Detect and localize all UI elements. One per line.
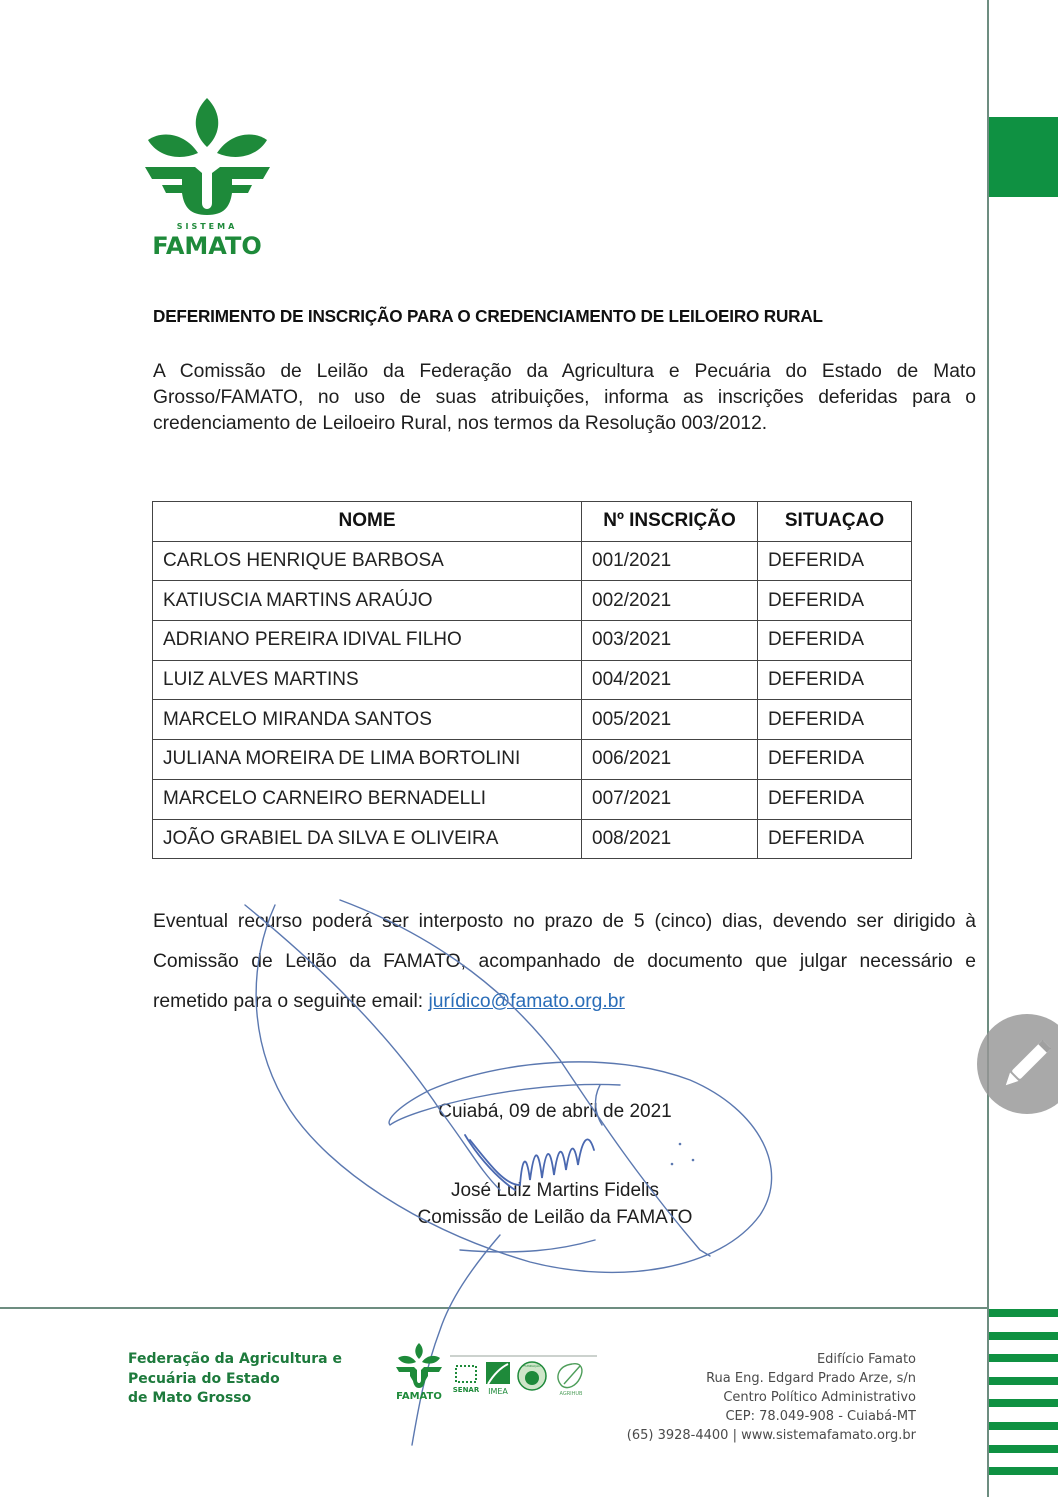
appeal-paragraph <box>153 902 976 1022</box>
cell-inscricao: 003/2021 <box>582 621 758 661</box>
registrations-table <box>152 501 912 859</box>
table-row <box>153 779 912 819</box>
cell-nome: KATIUSCIA MARTINS ARAÚJO <box>153 581 582 621</box>
footer-address-line: Centro Político Administrativo <box>723 1390 916 1405</box>
cell-inscricao: 004/2021 <box>582 660 758 700</box>
cell-inscricao: 002/2021 <box>582 581 758 621</box>
email-link[interactable]: jurídico@famato.org.br <box>428 991 625 1012</box>
table-row <box>153 819 912 859</box>
right-border-line <box>987 0 989 1497</box>
cell-inscricao: 006/2021 <box>582 740 758 780</box>
table-row <box>153 581 912 621</box>
cell-situacao: DEFERIDA <box>758 660 912 700</box>
table-row <box>153 541 912 581</box>
cell-nome: JOÃO GRABIEL DA SILVA E OLIVEIRA <box>153 819 582 859</box>
footer-logo-imea: IMEA <box>488 1387 508 1396</box>
footer-address-line: (65) 3928-4400 | www.sistemafamato.org.br <box>626 1428 916 1443</box>
cell-nome: ADRIANO PEREIRA IDIVAL FILHO <box>153 621 582 661</box>
cell-inscricao: 008/2021 <box>582 819 758 859</box>
footer-logo-fundacao: FUNDAÇÃO <box>523 1364 541 1368</box>
table-row <box>153 700 912 740</box>
cell-inscricao: 001/2021 <box>582 541 758 581</box>
agrihub-logo <box>558 1364 583 1397</box>
cell-inscricao: 007/2021 <box>582 779 758 819</box>
cell-inscricao: 005/2021 <box>582 700 758 740</box>
cell-nome: MARCELO MIRANDA SANTOS <box>153 700 582 740</box>
header-situacao: SITUAÇAO <box>758 502 912 542</box>
footer-divider <box>0 1307 989 1309</box>
cell-situacao: DEFERIDA <box>758 581 912 621</box>
cell-situacao: DEFERIDA <box>758 541 912 581</box>
green-accent-block <box>989 117 1058 197</box>
footer-org-line: Pecuária do Estado <box>128 1370 280 1387</box>
footer-org-line: Federação da Agricultura e <box>128 1351 342 1367</box>
footer-org-line: de Mato Grosso <box>128 1390 252 1406</box>
table-row <box>153 660 912 700</box>
edit-button[interactable] <box>977 1014 1058 1114</box>
table-header-row <box>153 502 912 542</box>
signatory-role: Comissão de Leilão da FAMATO <box>417 1207 693 1228</box>
cell-situacao: DEFERIDA <box>758 700 912 740</box>
signatory-name: José Luiz Martins Fidelis <box>450 1180 660 1201</box>
table-row <box>153 621 912 661</box>
imea-logo <box>486 1362 510 1396</box>
footer-address-line: Edifício Famato <box>816 1352 916 1367</box>
document-title: DEFERIMENTO DE INSCRIÇÃO PARA O CREDENCIAMENTO DE LEILOEIRO RURAL <box>153 306 823 326</box>
place-date: Cuiabá, 09 de abril de 2021 <box>438 1101 672 1122</box>
cell-situacao: DEFERIDA <box>758 779 912 819</box>
cell-nome: JULIANA MOREIRA DE LIMA BORTOLINI <box>153 740 582 780</box>
table-row <box>153 740 912 780</box>
appeal-text: Eventual recurso poderá ser interposto no prazo de 5 (cinco) dias, devendo ser dirigido à Comissão de Leilão da FAMATO, acompanhado de documento que julgar necessário e remetido para o seguinte email: <box>153 911 976 1012</box>
cell-nome: MARCELO CARNEIRO BERNADELLI <box>153 779 582 819</box>
cell-situacao: DEFERIDA <box>758 621 912 661</box>
intro-paragraph: A Comissão de Leilão da Federação da Agricultura e Pecuária do Estado de Mato Grosso/FAMATO, no uso de suas atribuições, informa as inscrições deferidas para o credenciamento de Leiloeiro Rural, nos termos da Resolução 003/2012. <box>153 361 976 434</box>
footer-logo-agrihub: AGRIHUB <box>559 1391 583 1397</box>
header-inscricao: Nº INSCRIÇÃO <box>582 502 758 542</box>
footer-partner-logos <box>392 1340 602 1402</box>
fundacao-logo <box>518 1362 546 1390</box>
footer-logo-famato: FAMATO <box>396 1391 442 1402</box>
green-stripes <box>989 1309 1058 1497</box>
pencil-icon <box>977 1014 1058 1114</box>
footer-address-line: CEP: 78.049-908 - Cuiabá-MT <box>725 1409 916 1424</box>
logo-sistema: SISTEMA <box>176 222 238 231</box>
cell-situacao: DEFERIDA <box>758 740 912 780</box>
senar-logo <box>453 1366 480 1394</box>
header-nome: NOME <box>153 502 582 542</box>
cell-nome: CARLOS HENRIQUE BARBOSA <box>153 541 582 581</box>
footer-logo-senar: SENAR <box>452 1386 480 1394</box>
logo-famato: FAMATO <box>152 232 262 260</box>
footer-address <box>600 1350 916 1445</box>
famato-logo <box>140 95 275 260</box>
footer-address-line: Rua Eng. Edgard Prado Arze, s/n <box>706 1371 916 1386</box>
cell-nome: LUIZ ALVES MARTINS <box>153 660 582 700</box>
cell-situacao: DEFERIDA <box>758 819 912 859</box>
footer-org-name <box>128 1350 342 1409</box>
